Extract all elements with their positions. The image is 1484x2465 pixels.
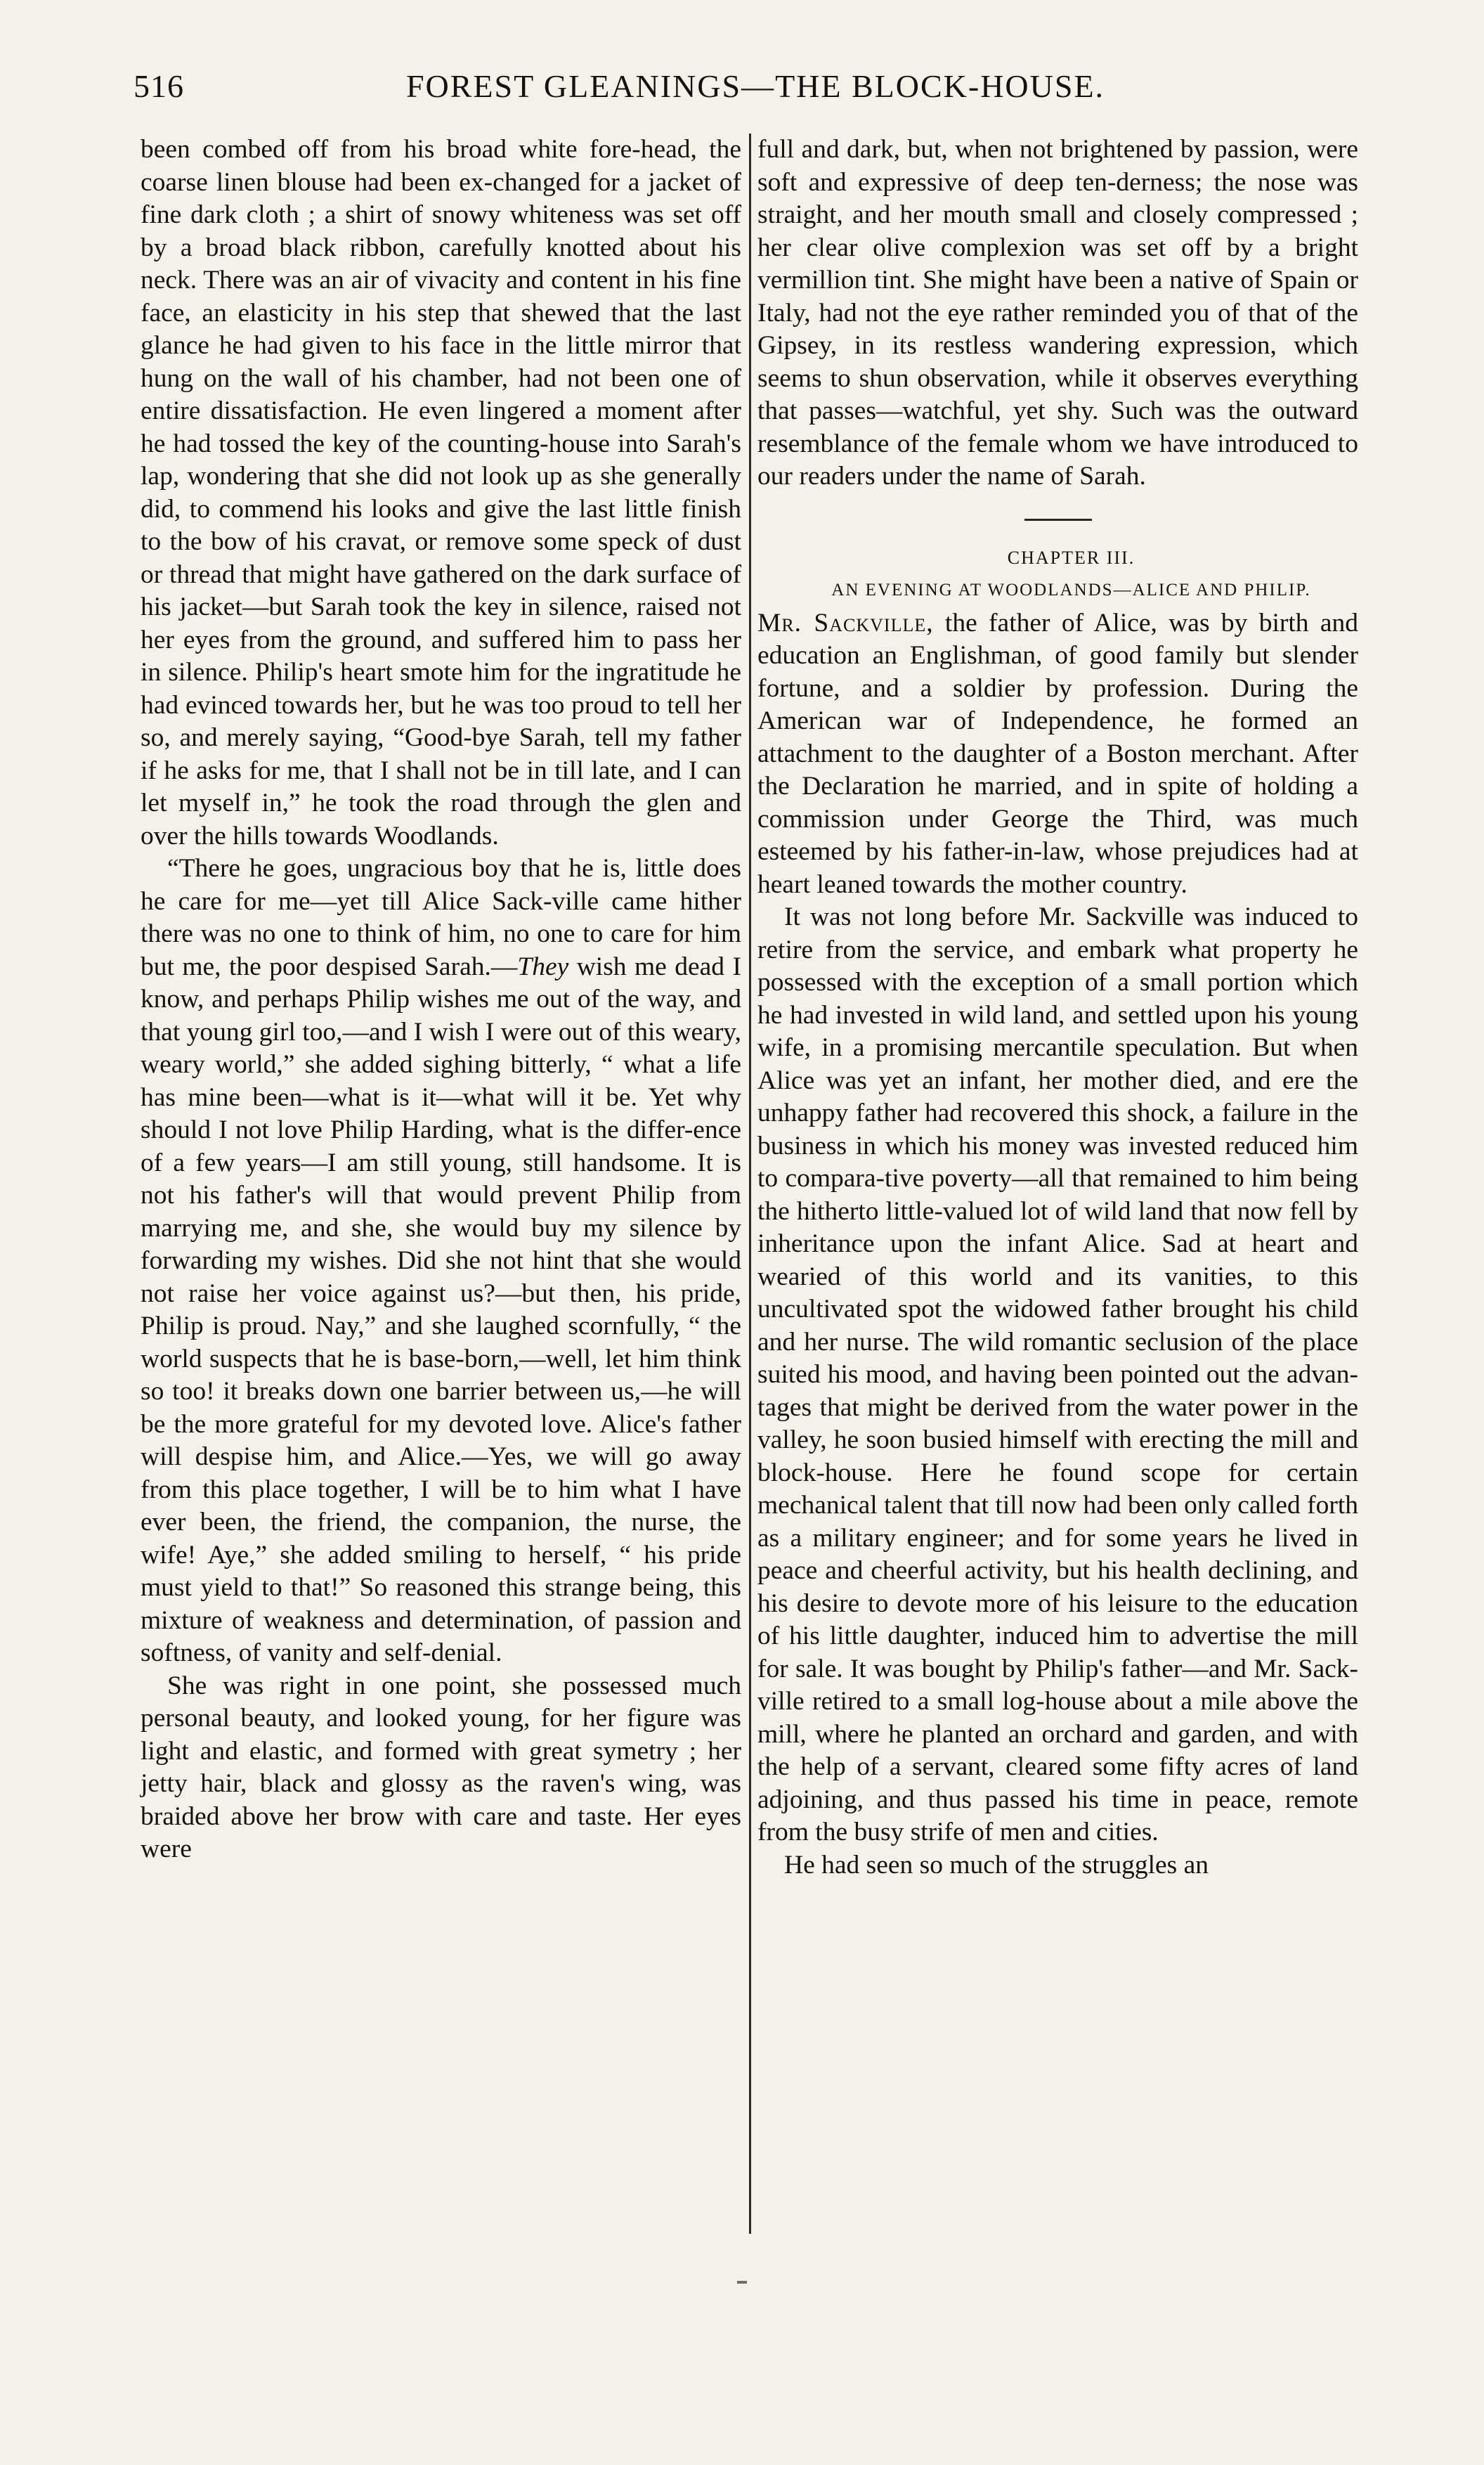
chapter-label: CHAPTER III. — [1007, 547, 1135, 568]
page-number: 516 — [134, 68, 184, 104]
emphasis: They — [517, 952, 569, 981]
paragraph: been combed off from his broad white fore-head, the coarse linen blouse had been ex-changed for a jacket of fine dark cloth ; a shirt of snowy whiteness was set off by a broad black ribbon, carefully knotted about his neck. There was an air of vivacity and content in his fine face, an elasticity in his step that shewed that the last glance he had given to his face in the little mirror that hung on the wall of his chamber, had not been one of entire dissatisfaction. He even lingered a moment after he had tossed the key of the counting-house into Sarah's lap, wondering that she did not look up as she generally did, to commend his looks and give the last little finish to the bow of his cravat, or remove some speck of dust or thread that might have gathered on the dark surface of his jacket—but Sarah took the key in silence, raised not her eyes from the ground, and suffered him to pass her in silence. Philip's heart smote him for the ingratitude he had evinced towards her, but he was too proud to tell her so, and merely saying, “Good-bye Sarah, tell my father if he asks for me, that I shall not be in till late, and I can let myself in,” he took the road through the glen and over the hills towards Woodlands. — [141, 135, 741, 850]
name-smallcaps: Mr. Sackville, — [757, 608, 934, 638]
paragraph: It was not long before Mr. Sackville was induced to retire from the service, and embark what property he possessed with the exception of a small portion which he had invested in wild land, and settled upon his young wife, in a promising mercantile speculation. But when Alice was yet an infant, her mother died, and ere the unhappy father had recovered this shock, a failure in the business in which his money was invested reduced him to compara-tive poverty—all that remained to him being the hitherto little-valued lot of wild land that now fell by inheritance upon the infant Alice. Sad at heart and wearied of this world and its vanities, to this uncultivated spot the widowed father brought his child and her nurse. The wild romantic seclusion of the place suited his mood, and having been pointed out the advan-tages that might be derived from the water power in the valley, he soon busied himself with erecting the mill and block-house. Here he found scope for certain mechanical talent that till now had been only called forth as a military engineer; and for some years he lived in peace and cheerful activity, but his health declining, and his desire to devote more of his leisure to the education of his little daughter, induced him to advertise the mill for sale. It was bought by Philip's father—and Mr. Sack-ville retired to a small log-house about a mile above the mill, where he planted an orchard and garden, and with the help of a servant, cleared some fifty acres of land adjoining, and thus passed his time in peace, remote from the busy strife of men and cities. — [757, 902, 1358, 1846]
column-rule — [749, 134, 751, 2234]
paragraph — [141, 853, 741, 1670]
paragraph: She was right in one point, she possessed much personal beauty, and looked young, for her figure was light and elastic, and formed with great symetry ; her jetty hair, black and glossy as the raven's wing, was braided above her brow with care and taste. Her eyes were — [141, 1671, 741, 1863]
chapter-title: AN EVENING AT WOODLANDS—ALICE AND PHILIP. — [831, 581, 1311, 600]
section-divider — [1024, 519, 1092, 521]
text-run: the father of Alice, was by birth and education an Englishman, of good family but slender fortune, and a soldier by profession. During the American war of Independence, he formed an attachment to the daughter of a Boston merchant. After the Declaration he married, and in spite of holding a commission under George the Third, was much esteemed by his father-in-law, whose prejudices had at heart leaned towards the mother country. — [757, 608, 1358, 899]
footer-mark — [737, 2281, 747, 2284]
right-column — [757, 134, 1358, 1882]
paragraph: full and dark, but, when not brightened by passion, were soft and expressive of deep ten-derness; the nose was straight, and her mouth small and closely compressed ; her clear olive complexion was set off by a bright vermillion tint. She might have been a native of Spain or Italy, had not the eye rather reminded you of that of the Gipsey, in its restless wandering expression, which seems to shun observation, while it observes everything that passes—watchful, yet shy. Such was the outward resemblance of the female whom we have introduced to our readers under the name of Sarah. — [757, 135, 1358, 491]
paragraph — [757, 607, 1358, 902]
text-run: wish me dead I know, and perhaps Philip wishes me out of the way, and that young girl too,—and I wish I were out of this weary, weary world,” she added sighing bitterly, “ what a life has mine been—what is it—what will it be. Yet why should I not love Philip Harding, what is the differ-ence of a few years—I am still young, still handsome. It is not his father's will that would prevent Philip from marrying me, and she, she would buy my silence by forwarding my wishes. Did she not hint that she would not raise her voice against us?—but then, his pride, Philip is proud. Nay,” and she laughed scornfully, “ the world suspects that he is base-born,—well, let him think so too! it breaks down one barrier between us,—he will be the more grateful for my devoted love. Alice's father will despise him, and Alice.—Yes, we will go away from this place together, I will be to him what I have ever been, the friend, the companion, the nurse, the wife! Aye,” she added smiling to herself, “ his pride must yield to that!” So reasoned this strange being, this mixture of weakness and determination, of passion and softness, of vanity and self-denial. — [141, 952, 742, 1667]
running-head: FOREST GLEANINGS—THE BLOCK-HOUSE. — [405, 68, 1105, 104]
page-header — [134, 62, 1377, 111]
left-column — [141, 134, 741, 1866]
paragraph: He had seen so much of the struggles an — [784, 1850, 1209, 1880]
text-run: “There he goes, ungracious boy that he is, little does he care for me—yet till Alice Sack-ville came hither there was no one to think of him, no one to care for him but me, the poor despised Sarah.— — [141, 854, 741, 981]
